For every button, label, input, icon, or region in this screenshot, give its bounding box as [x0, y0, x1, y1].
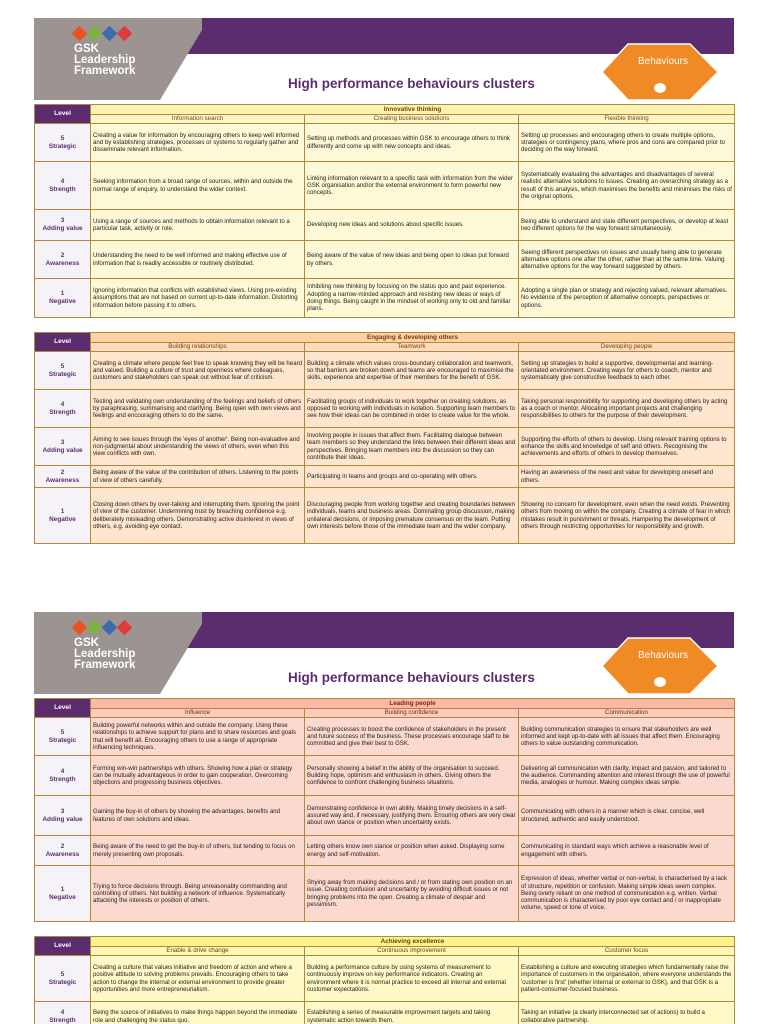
behaviour-cell: Ignoring information that conflicts with established views. Using pre-existing assumptions that are not based on current up-to-date information. Distorting information before passing it to others. — [91, 279, 305, 318]
behaviour-cell: Building a climate which values cross-boundary collaboration and teamwork, so that barriers are broken down and teams are encouraged to maximise the skills, experience and expertise of their members for the benefit of GSK. — [305, 352, 519, 390]
logo — [74, 638, 184, 671]
cluster-table-innovative-thinking — [34, 104, 735, 318]
level-cell — [35, 718, 91, 756]
table-row — [35, 756, 735, 796]
logo-line: Leadership — [74, 54, 136, 66]
level-label: Negative — [49, 893, 76, 901]
column-header: Building relationships — [91, 343, 305, 352]
level-header: Level — [35, 699, 91, 718]
behaviour-cell: Demonstrating confidence in own ability. Making timely decisions in a self-assured way and, if necessary, justifying them. Ensuring others are very clear about own stance or position when uncertainty exists. — [305, 796, 519, 836]
level-header: Level — [35, 333, 91, 352]
level-number: 3 — [60, 807, 65, 815]
logo-dot-icon — [117, 620, 133, 636]
logo-dot-icon — [72, 26, 88, 42]
logo-dots — [74, 28, 130, 39]
level-cell — [35, 279, 91, 318]
behaviours-badge-label: Behaviours — [637, 56, 689, 67]
level-label: Strategic — [48, 142, 77, 150]
cluster-table-leading-people — [34, 698, 735, 922]
behaviour-cell: Communicating with others in a manner which is clear, concise, well structured, authentic and easily understood. — [519, 796, 735, 836]
logo-dot-icon — [117, 26, 133, 42]
logo-dot-icon — [72, 620, 88, 636]
table-row — [35, 210, 735, 241]
table-row — [35, 956, 735, 1002]
level-label: Adding value — [42, 446, 83, 454]
cluster-title: Engaging & developing others — [91, 333, 735, 343]
behaviour-cell: Systematically evaluating the advantages and disadvantages of several realistic alternative solutions to issues. Creating an overarching strategy as a result of this analysis, which maximises the benefits and minimises the risks of the original options. — [519, 162, 735, 210]
table-row — [35, 488, 735, 544]
behaviour-cell: Taking personal responsibility for supporting and developing others by acting as a coach or mentor. Allocating important projects and challenging responsibilities to others for the purpose of their development. — [519, 390, 735, 428]
level-cell — [35, 956, 91, 1002]
behaviour-cell: Establishing a series of measurable improvement targets and taking systematic action towards them. — [305, 1002, 519, 1024]
table-row — [35, 466, 735, 488]
behaviour-cell: Aiming to see issues through the 'eyes of another'. Being non-evaluative and non-judgmental about understanding the views of others, even when this view conflicts with own. — [91, 428, 305, 466]
level-label: Strength — [49, 775, 76, 783]
behaviour-cell: Seeing different perspectives on issues and usually being able to generate alternative options one after the other, rather than at the same time. Valuing alternative options for the way forward suggested by others. — [519, 241, 735, 279]
level-label: Strength — [49, 185, 76, 193]
column-header: Influence — [91, 709, 305, 718]
behaviour-cell: Closing down others by over-talking and interrupting them. Ignoring the point of view of the customer. Undermining trust by breaching confidence e.g. deliberately misleading others. Demonstrating active disinterest in views of others, e.g. avoiding eye contact. — [91, 488, 305, 544]
column-header: Continuous improvement — [305, 947, 519, 956]
level-label: Negative — [49, 298, 76, 305]
behaviour-cell: Involving people in issues that affect them. Facilitating dialogue between team members so they understand the links between their different ideas and perspectives. Bringing team members into the discussion so they can contribute their ideas. — [305, 428, 519, 466]
logo-line: Leadership — [74, 648, 136, 660]
level-label: Adding value — [42, 225, 83, 232]
logo — [74, 44, 184, 77]
cluster-title: Innovative thinking — [91, 105, 735, 115]
level-number: 4 — [60, 177, 65, 185]
behaviour-cell: Discouraging people from working together and creating boundaries between individuals, teams and business areas. Dominating group discussion, making unilateral decisions, or imposing premature consensus on the team. Putting own interests before those of the immediate team and the wider company. — [305, 488, 519, 544]
behaviour-cell: Gaining the buy-in of others by showing the advantages, benefits and features of own solutions and ideas. — [91, 796, 305, 836]
behaviour-cell: Expression of ideas, whether verbal or non-verbal, is characterised by a lack of structure, repetition or confusion. Making simple ideas seem complex. Being overly reliant on one method of communication e.g. written. Verbal communication is characterised by poor eye contact and / or inappropriate volume, speed or tone of voice. — [519, 866, 735, 922]
behaviour-cell: Testing and validating own understanding of the feelings and beliefs of others by paraphrasing, summarising and clarifying. Being open with own views and feelings and encouraging others to do the same. — [91, 390, 305, 428]
behaviour-cell: Letting others know own stance or position when asked. Displaying some energy and self-motivation. — [305, 836, 519, 866]
level-number: 2 — [60, 468, 65, 476]
logo-dots — [74, 622, 130, 633]
behaviour-cell: Being aware of the value of the contribution of others. Listening to the points of view of others carefully. — [91, 466, 305, 488]
level-label: Strength — [49, 408, 76, 416]
level-label: Strength — [49, 1016, 76, 1024]
level-number: 4 — [60, 767, 65, 775]
level-number: 2 — [60, 842, 65, 850]
level-header: Level — [35, 937, 91, 956]
table-row — [35, 836, 735, 866]
column-header: Enable & drive change — [91, 947, 305, 956]
behaviour-cell: Creating a culture that values initiative and freedom of action and where a positive attitude to solving problems prevails. Encouraging others to take action to change the internal or external environment to provide greater opportunities and more entrepreneurialism. — [91, 956, 305, 1002]
cluster-table-engaging-developing-others — [34, 332, 735, 544]
level-number: 4 — [60, 400, 65, 408]
table-row — [35, 124, 735, 162]
level-label: Awareness — [45, 850, 80, 858]
cluster-title: Achieving excellence — [91, 937, 735, 947]
behaviour-cell: Establishing a culture and executing strategies which fundamentally raise the importance of customers in the organisation, where everyone understands the 'customer is first' (whether internal or external to GSK), and that GSK is a patient-consumer-focused business. — [519, 956, 735, 1002]
cluster-table-achieving-excellence — [34, 936, 735, 1024]
behaviour-cell: Supporting the efforts of others to develop. Using relevant training options to enhance the skills and knowledge of self and others. Recognising the achievements and efforts of others to develop themselves. — [519, 428, 735, 466]
level-number: 4 — [60, 1008, 65, 1016]
behaviour-cell: Showing no concern for development, even when the need exists. Preventing others from moving on within the company. Creating a climate of fear in which mistakes result in punishment or threats. Hampering the development of others through restricting opportunities for responsibility and growth. — [519, 488, 735, 544]
cluster-title: Leading people — [91, 699, 735, 709]
behaviour-cell: Developing new ideas and solutions about specific issues. — [305, 210, 519, 241]
column-header: Flexible thinking — [519, 115, 735, 124]
table-row — [35, 718, 735, 756]
level-cell — [35, 1002, 91, 1024]
behaviour-cell: Seeking information from a broad range of sources, within and outside the normal range of enquiry, to understand the wider context. — [91, 162, 305, 210]
level-label: Negative — [49, 515, 76, 523]
behaviours-badge-icon — [600, 40, 720, 104]
behaviour-cell: Building powerful networks within and outside the company. Using these relationships to achieve support for plans and to share resources and goals that will benefit all. Encouraging others to use a range of appropriate influencing techniques. — [91, 718, 305, 756]
behaviour-cell: Being able to understand and state different perspectives, or develop at least two different options for the way forward simultaneously. — [519, 210, 735, 241]
behaviour-cell: Being the source of initiatives to make things happen beyond the immediate role and challenging the status quo. — [91, 1002, 305, 1024]
column-header: Information search — [91, 115, 305, 124]
level-number: 5 — [60, 362, 65, 370]
level-cell — [35, 866, 91, 922]
behaviours-badge-label: Behaviours — [637, 650, 689, 661]
level-header: Level — [35, 105, 91, 124]
level-label: Strategic — [48, 978, 77, 986]
level-label: Awareness — [45, 476, 80, 484]
behaviour-cell: Having an awareness of the need and value for developing oneself and others. — [519, 466, 735, 488]
behaviour-cell: Setting up strategies to build a supportive, developmental and learning-orientated environment. Creating ways for others to coach, mentor and systematically give constructive feedback to each other. — [519, 352, 735, 390]
behaviour-cell: Personally showing a belief in the ability of the organisation to succeed. Building hope, optimism and enthusiasm in others. Giving others the confidence to confront challenging business situations. — [305, 756, 519, 796]
logo-dot-icon — [102, 620, 118, 636]
behaviour-cell: Understanding the need to be well informed and making effective use of information that is readily accessible or routinely distributed. — [91, 241, 305, 279]
logo-line: GSK — [74, 43, 99, 55]
page-title: High performance behaviours clusters — [288, 670, 535, 685]
level-cell — [35, 836, 91, 866]
behaviour-cell: Linking information relevant to a specific task with information from the wider GSK organisation and/or the external environment to form powerful new concepts. — [305, 162, 519, 210]
logo-line: GSK — [74, 637, 99, 649]
level-cell — [35, 210, 91, 241]
behaviour-cell: Creating a value for information by encouraging others to keep well informed and by establishing strategies, processes or systems to regularly gather and disseminate relevant information. — [91, 124, 305, 162]
level-cell — [35, 488, 91, 544]
behaviours-badge-icon — [600, 634, 720, 698]
column-header: Communication — [519, 709, 735, 718]
level-cell — [35, 466, 91, 488]
table-row — [35, 279, 735, 318]
logo-line: Framework — [74, 659, 136, 671]
logo-dot-icon — [102, 26, 118, 42]
level-cell — [35, 390, 91, 428]
page-title: High performance behaviours clusters — [288, 76, 535, 91]
level-cell — [35, 756, 91, 796]
level-cell — [35, 124, 91, 162]
behaviour-cell: Being aware of the need to get the buy-in of others, but tending to focus on merely presenting own proposals. — [91, 836, 305, 866]
table-row — [35, 796, 735, 836]
level-number: 1 — [60, 507, 65, 515]
behaviour-cell: Inhibiting new thinking by focusing on the status quo and past experience. Adopting a narrow-minded approach and resisting new ideas or ways of doing things. Being caught in the mindset of working only to old and familiar plans. — [305, 279, 519, 318]
behaviour-cell: Setting up processes and encouraging others to create multiple options, strategies or contingency plans, where pros and cons are compared prior to deciding on the way forward. — [519, 124, 735, 162]
table-row — [35, 390, 735, 428]
behaviour-cell: Adopting a single plan or strategy and rejecting valued, relevant alternatives. No evidence of the perception of alternative concepts, perspectives or options. — [519, 279, 735, 318]
logo-dot-icon — [87, 620, 103, 636]
column-header: Developing people — [519, 343, 735, 352]
table-row — [35, 428, 735, 466]
table-row — [35, 866, 735, 922]
level-cell — [35, 352, 91, 390]
level-cell — [35, 796, 91, 836]
column-header: Building confidence — [305, 709, 519, 718]
level-number: 5 — [60, 970, 65, 978]
level-cell — [35, 241, 91, 279]
level-number: 1 — [60, 885, 65, 893]
behaviour-cell: Communicating in standard ways which achieve a reasonable level of engagement with others. — [519, 836, 735, 866]
logo-dot-icon — [87, 26, 103, 42]
behaviour-cell: Building a performance culture by using systems of measurement to continuously improve on key performance indicators. Creating an environment where it is normal practice to exceed all internal and external customer expectations. — [305, 956, 519, 1002]
table-row — [35, 241, 735, 279]
table-row — [35, 1002, 735, 1024]
level-number: 3 — [60, 438, 65, 446]
level-cell — [35, 428, 91, 466]
level-number: 2 — [60, 251, 65, 259]
behaviour-cell: Setting up methods and processes within GSK to encourage others to think differently and come up with new concepts and ideas. — [305, 124, 519, 162]
behaviour-cell: Using a range of sources and methods to obtain information relevant to a particular task, activity or role. — [91, 210, 305, 241]
behaviour-cell: Taking an initiative (a clearly interconnected set of actions) to build a collaborative partnership. — [519, 1002, 735, 1024]
behaviour-cell: Being aware of the value of new ideas and being open to ideas put forward by others. — [305, 241, 519, 279]
level-number: 1 — [60, 290, 65, 298]
level-label: Adding value — [42, 815, 83, 823]
behaviour-cell: Trying to force decisions through. Being unreasonably commanding and controlling of others. Not building a network of influence. Systematically attacking the interests or position of others. — [91, 866, 305, 922]
behaviour-cell: Creating a climate where people feel free to speak knowing they will be heard and valued. Building a culture of trust and openness where colleagues, customers and stakeholders can speak out without fear of criticism. — [91, 352, 305, 390]
level-number: 5 — [60, 134, 65, 142]
behaviour-cell: Participating in teams and groups and co-operating with others. — [305, 466, 519, 488]
behaviour-cell: Creating processes to boost the confidence of stakeholders in the present and future success of the business. These processes encourage staff to be committed and give their best to GSK. — [305, 718, 519, 756]
behaviour-cell: Shying away from making decisions and / or from stating own position on an issue. Creating confusion and uncertainty by avoiding difficult issues or not bringing problems into the open. Creating a climate of despair and pessimism. — [305, 866, 519, 922]
behaviour-cell: Facilitating groups of individuals to work together on creating solutions, as opposed to working with individuals in isolation. Supporting team members to see how their ideas can be combined in order to create value for the whole. — [305, 390, 519, 428]
level-label: Strategic — [48, 370, 77, 378]
table-row — [35, 162, 735, 210]
behaviour-cell: Delivering all communication with clarity, impact and passion, and tailored to the audience. Commanding attention and interest through the use of powerful media, analogies or humour. Making complex ideas simple. — [519, 756, 735, 796]
level-number: 3 — [60, 217, 65, 225]
logo-line: Framework — [74, 65, 136, 77]
level-number: 5 — [60, 728, 65, 736]
level-cell — [35, 162, 91, 210]
level-label: Awareness — [45, 259, 80, 267]
column-header: Customer focus — [519, 947, 735, 956]
level-label: Strategic — [48, 736, 77, 744]
column-header: Teamwork — [305, 343, 519, 352]
column-header: Creating business solutions — [305, 115, 519, 124]
behaviour-cell: Forming win-win partnerships with others. Showing how a plan or strategy can be mutually advantageous in order to gain cooperation. Overcoming objections and progressing business objectives. — [91, 756, 305, 796]
behaviour-cell: Building communication strategies to ensure that stakeholders are well informed and kept up-to-date with all issues that affect them. Encouraging others to value outstanding communication. — [519, 718, 735, 756]
table-row — [35, 352, 735, 390]
